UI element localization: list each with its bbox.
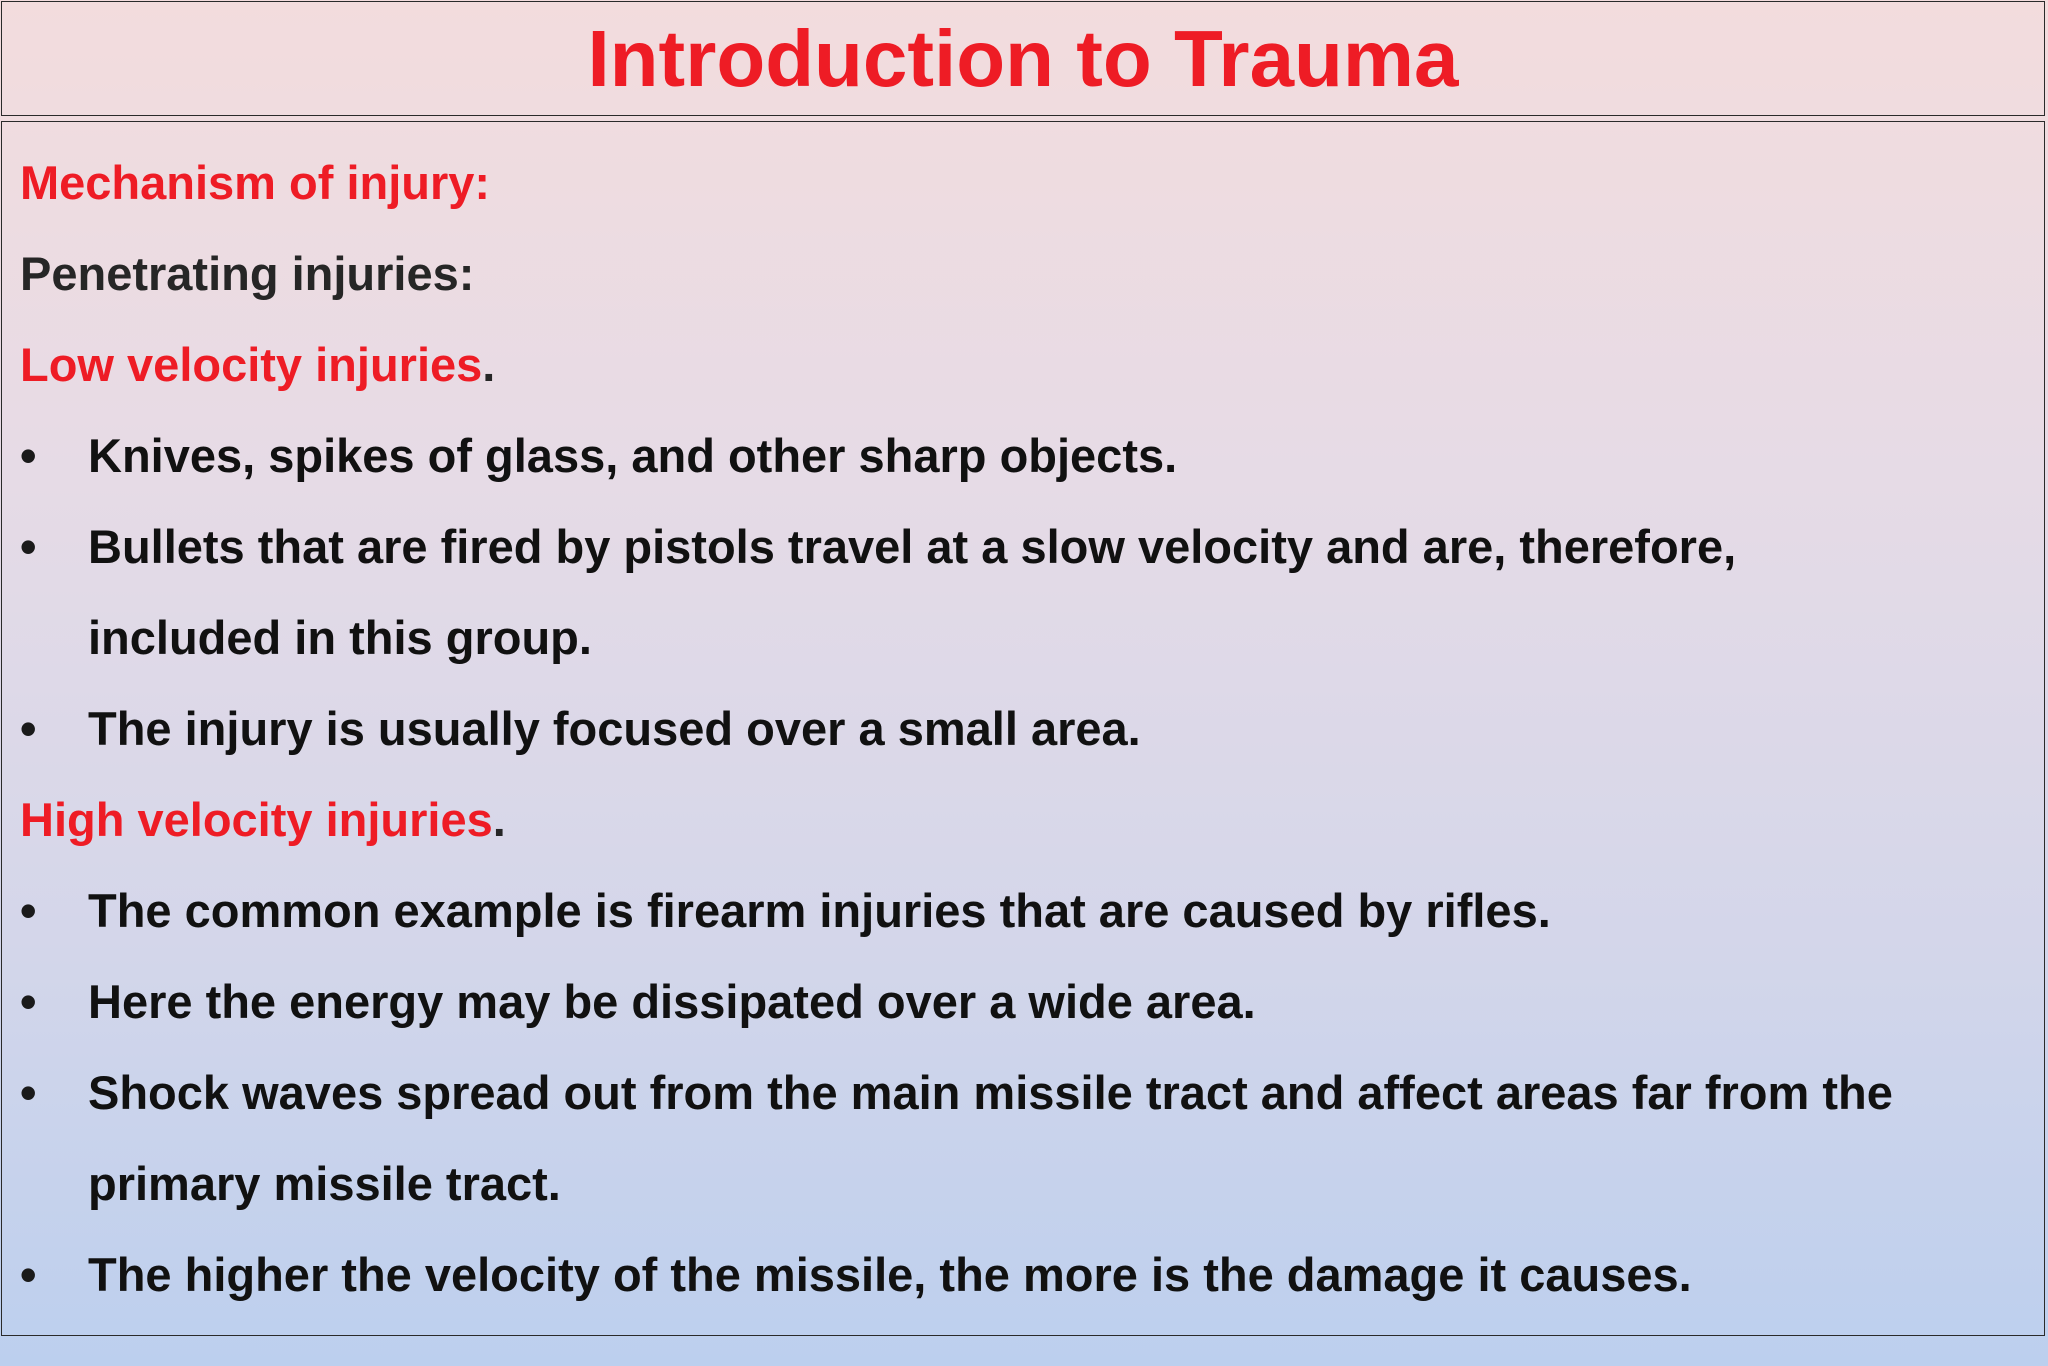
section-label-high-velocity bbox=[20, 793, 506, 846]
bullet-item: The common example is firearm injuries that are caused by rifles. bbox=[88, 884, 1551, 937]
bullet-item-continuation: primary missile tract. bbox=[88, 1157, 561, 1210]
bullet-dot: • bbox=[20, 520, 37, 573]
bullet-dot: • bbox=[20, 429, 37, 482]
bullet-item: Shock waves spread out from the main missile tract and affect areas far from the bbox=[88, 1066, 1893, 1119]
bullet-dot: • bbox=[20, 1066, 37, 1119]
section-label-period: . bbox=[492, 793, 506, 846]
bullet-item: Knives, spikes of glass, and other sharp objects. bbox=[88, 429, 1178, 482]
bullet-item: Here the energy may be dissipated over a wide area. bbox=[88, 975, 1256, 1028]
slide-title: Introduction to Trauma bbox=[587, 13, 1459, 103]
section-label-low-velocity bbox=[20, 338, 496, 391]
bullet-dot: • bbox=[20, 975, 37, 1028]
subheading: Penetrating injuries: bbox=[20, 247, 475, 300]
bullet-item: Bullets that are fired by pistols travel at a slow velocity and are, therefore, bbox=[88, 520, 1737, 573]
section-heading: Mechanism of injury: bbox=[20, 156, 491, 209]
section-label-text: High velocity injuries bbox=[20, 793, 493, 846]
section-label-period: . bbox=[482, 338, 496, 391]
bullet-item: The higher the velocity of the missile, the more is the damage it causes. bbox=[88, 1248, 1692, 1301]
section-label-text: Low velocity injuries bbox=[20, 338, 483, 391]
content-panel bbox=[1, 121, 2045, 1336]
bullet-item: The injury is usually focused over a small area. bbox=[88, 702, 1141, 755]
bullet-item-continuation: included in this group. bbox=[88, 611, 592, 664]
bullet-dot: • bbox=[20, 884, 37, 937]
bullet-dot: • bbox=[20, 1248, 37, 1301]
title-bar bbox=[1, 1, 2045, 116]
bullet-dot: • bbox=[20, 702, 37, 755]
